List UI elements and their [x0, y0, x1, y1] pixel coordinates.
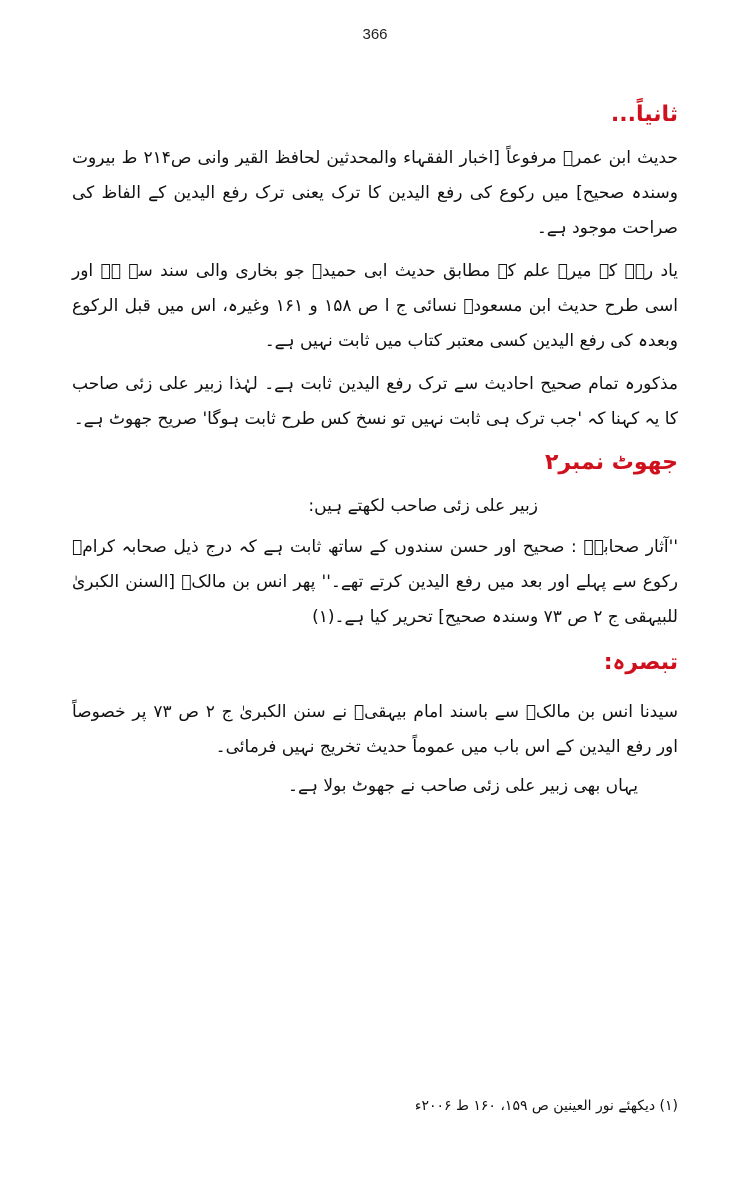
section-heading-tabsira: تبصرہ: [603, 650, 678, 675]
footnote-divider [72, 1088, 678, 1089]
page-number: 366 [362, 26, 388, 43]
paragraph-intro-quote: زبیر علی زئی صاحب لکھتے ہیں: [308, 496, 538, 516]
paragraph-final-remark: یہاں بھی زبیر علی زئی صاحب نے جھوٹ بولا ہے۔ [288, 776, 638, 796]
paragraph-quoted-text: ''آثار صحابہؓ : صحیح اور حسن سندوں کے ساتھ ثابت ہے کہ درج ذیل صحابہ کرامؓ رکوع سے پہلے اور بعد میں رفع الیدین کرتے تھے۔'' پھر انس بن مالکؓ [السنن الکبریٰ للبیہقی ج ۲ ص ۷۳ وسندہ صحیح] تحریر کیا ہے۔(۱) [72, 537, 678, 627]
paragraph-hadith-ibn-umar: حدیث ابن عمرؓ مرفوعاً [اخبار الفقہاء والمحدثین لحافظ القیر وانی ص۲۱۴ ط بیروت وسندہ صحیح] میں رکوع کی رفع الیدین کا ترک یعنی ترک رفع الیدین کے الفاظ کی صراحت موجود ہے۔ [72, 148, 678, 238]
paragraph-commentary: سیدنا انس بن مالکؓ سے باسند امام بیہقیؒ نے سنن الکبریٰ ج ۲ ص ۷۳ پر خصوصاً اور رفع الیدین کے اس باب میں عموماً حدیث تخریج نہیں فرمائی۔ [72, 702, 678, 757]
section-heading-thaniyan: ثانیاً... [610, 102, 678, 127]
paragraph-abi-humaid: یاد رہے کہ میرے علم کے مطابق حدیث ابی حمیدؓ جو بخاری والی سند سے ہے اور اسی طرح حدیث ابن مسعودؓ نسائی ج ا ص ۱۵۸ و ۱۶۱ وغیرہ، اس میں قبل الرکوع وبعدہ کی رفع الیدین کسی معتبر کتاب میں ثابت نہیں ہے۔ [72, 261, 678, 351]
footnote: (۱) دیکھئے نور العینین ص ۱۵۹، ۱۶۰ ط ۲۰۰۶ء [414, 1098, 678, 1114]
page-body [72, 95, 678, 810]
paragraph-conclusion: مذکورہ تمام صحیح احادیث سے ترک رفع الیدین ثابت ہے۔ لہٰذا زبیر علی زئی صاحب کا یہ کہنا کہ 'جب ترک ہی ثابت نہیں تو نسخ کس طرح ثابت ہوگا' صریح جھوٹ ہے۔ [72, 374, 678, 429]
section-heading-lie-2: جھوٹ نمبر۲ [544, 450, 678, 475]
